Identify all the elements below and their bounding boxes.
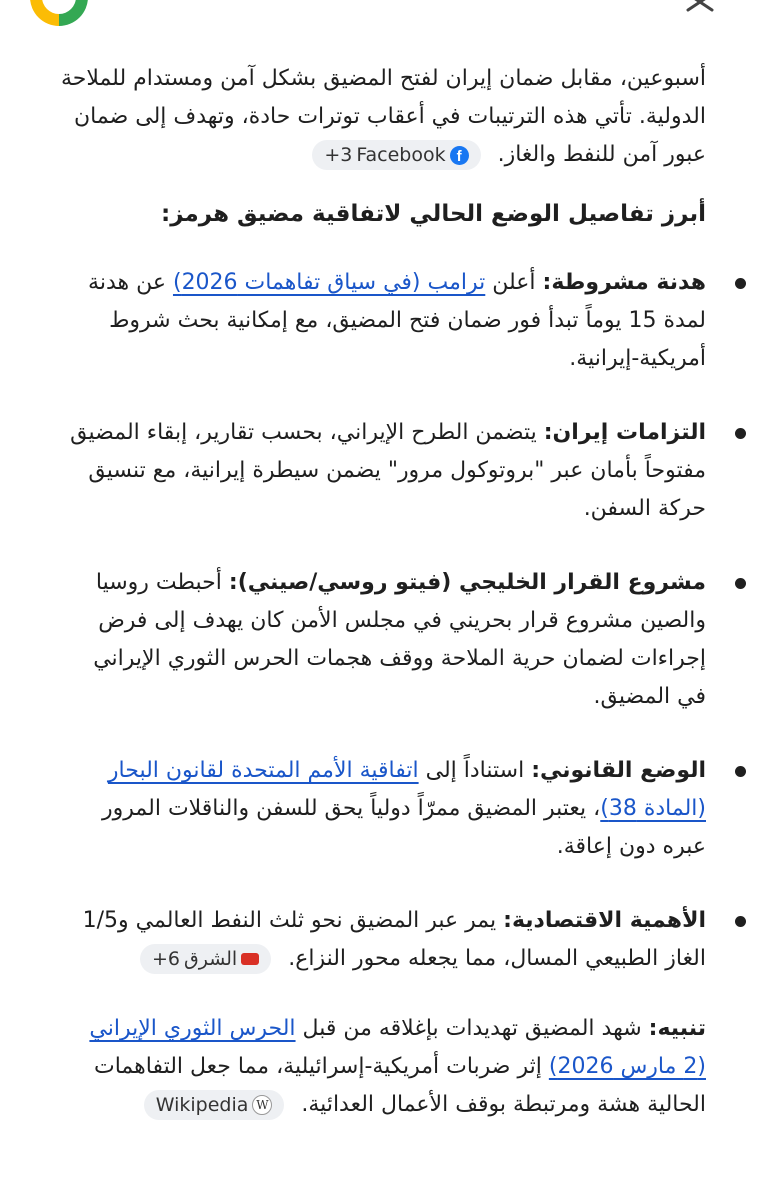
- bullet-title: الأهمية الاقتصادية:: [503, 908, 706, 933]
- bullet-text: ، يعتبر المضيق ممرّاً دولياً يحق للسفن والناقلات المرور عبره دون إعاقة.: [102, 796, 706, 859]
- chip-label: الشرق: [183, 948, 238, 970]
- bullet-text: أحبطت روسيا والصين مشروع قرار بحريني في مجلس الأمن كان يهدف إلى فرض إجراءات لضمان حرية الملاحة ووقف هجمات الحرس الثوري الإيراني في المضيق.: [93, 570, 706, 709]
- bullet-text: يمر عبر المضيق نحو ثلث النفط العالمي و1/5 الغاز الطبيعي المسال، مما يجعله محور النزاع.: [82, 908, 706, 971]
- source-chip-sharq[interactable]: [140, 944, 271, 974]
- bullet-icon: [735, 578, 746, 589]
- list-item: [60, 414, 706, 528]
- source-chip-facebook[interactable]: [312, 140, 480, 170]
- source-chip-wikipedia[interactable]: [144, 1090, 285, 1120]
- ai-overview-content: [60, 60, 706, 1124]
- bullet-text: أعلن: [485, 270, 543, 295]
- section-heading: أبرز تفاصيل الوضع الحالي لاتفاقية مضيق هرمز:: [161, 201, 706, 227]
- close-button[interactable]: [682, 0, 718, 20]
- list-item: [60, 752, 706, 866]
- facebook-icon: f: [450, 146, 469, 165]
- list-item: [60, 902, 706, 978]
- note-text: إثر ضربات أمريكية-إسرائيلية، مما جعل التفاهمات الحالية هشة ومرتبطة بوقف الأعمال العدائية.: [94, 1054, 706, 1117]
- chip-count: +6: [151, 948, 180, 970]
- note-title: تنبيه:: [648, 1016, 706, 1041]
- link-unclos[interactable]: اتفاقية الأمم المتحدة لقانون البحار (المادة 38): [107, 758, 706, 821]
- wikipedia-icon: W: [252, 1095, 272, 1115]
- sharq-icon: [241, 953, 259, 965]
- list-item: [60, 264, 706, 378]
- bullet-text: عن هدنة لمدة 15 يوماً تبدأ فور ضمان فتح المضيق، مع إمكانية بحث شروط أمريكية-إيرانية.: [88, 270, 706, 371]
- bullet-icon: [735, 278, 746, 289]
- bullet-icon: [735, 916, 746, 927]
- bullet-title: هدنة مشروطة:: [542, 270, 706, 295]
- note-paragraph: [60, 1010, 706, 1124]
- link-date[interactable]: (2 مارس 2026): [548, 1054, 706, 1079]
- bullet-text: يتضمن الطرح الإيراني، بحسب تقارير، إبقاء المضيق مفتوحاً بأمان عبر "بروتوكول مرور" يضمن سيطرة إيرانية، مع تنسيق حركة السفن.: [70, 420, 706, 521]
- chip-label: Facebook: [356, 144, 446, 166]
- link-trump[interactable]: ترامب (في سياق تفاهمات 2026): [172, 270, 486, 295]
- note-text: شهد المضيق تهديدات بإغلاقه من قبل: [295, 1016, 649, 1041]
- bullet-icon: [735, 428, 746, 439]
- details-list: [60, 264, 706, 978]
- bullet-title: الوضع القانوني:: [531, 758, 706, 783]
- intro-paragraph: [60, 60, 706, 174]
- google-logo-icon[interactable]: [30, 0, 88, 26]
- bullet-title: مشروع القرار الخليجي (فيتو روسي/صيني):: [228, 570, 706, 595]
- close-icon: [682, 0, 718, 20]
- bullet-icon: [735, 766, 746, 777]
- chip-label: Wikipedia: [155, 1094, 249, 1116]
- link-irgc[interactable]: الحرس الثوري الإيراني: [89, 1016, 296, 1041]
- bullet-text: استناداً إلى: [418, 758, 532, 783]
- top-bar: [0, 0, 770, 40]
- list-item: [60, 564, 706, 716]
- bullet-title: التزامات إيران:: [543, 420, 706, 445]
- chip-count: +3: [324, 144, 353, 166]
- intro-text: أسبوعين، مقابل ضمان إيران لفتح المضيق بشكل آمن ومستدام للملاحة الدولية. تأتي هذه الترتيبات في أعقاب توترات حادة، وتهدف إلى ضمان عبور آمن للنفط والغاز.: [60, 66, 706, 167]
